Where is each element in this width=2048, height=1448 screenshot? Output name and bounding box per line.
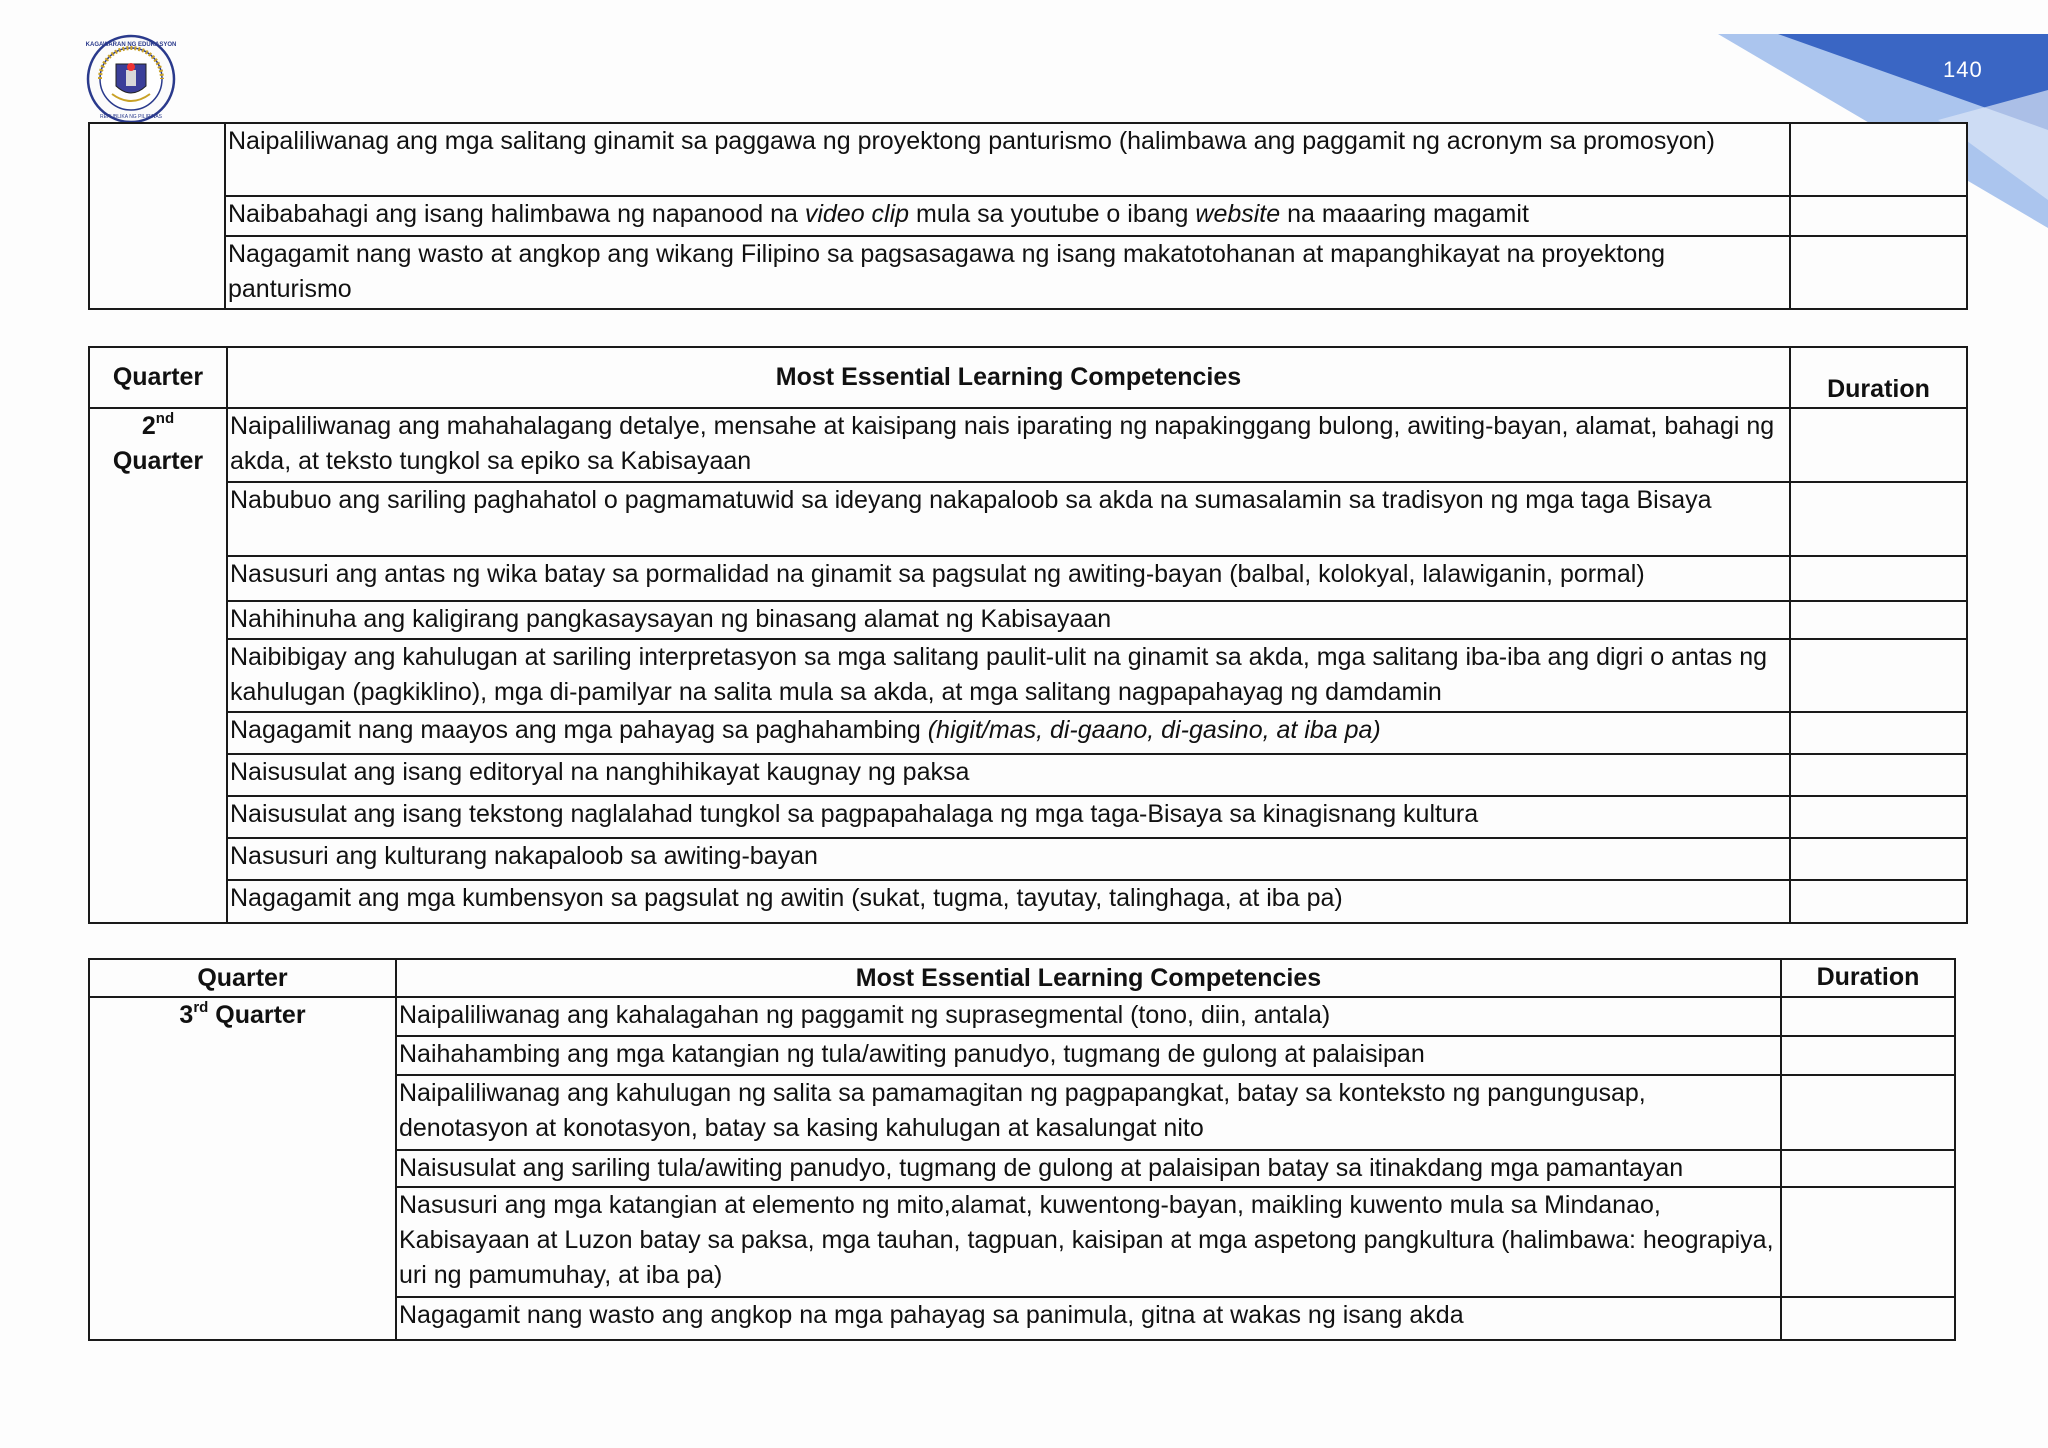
quarter-number: 2 bbox=[141, 412, 156, 440]
duration-cell bbox=[1781, 1150, 1955, 1187]
duration-cell bbox=[1790, 123, 1967, 196]
duration-cell bbox=[1790, 754, 1967, 796]
duration-cell bbox=[1790, 838, 1967, 880]
competency-cell: Nagagamit ang mga kumbensyon sa pagsulat ng awitin (sukat, tugma, tayutay, talinghaga, at iba pa) bbox=[227, 880, 1790, 923]
duration-cell bbox=[1790, 236, 1967, 309]
header-competencies: Most Essential Learning Competencies bbox=[227, 347, 1790, 408]
quarter-number: 3 bbox=[179, 1001, 194, 1029]
table-row bbox=[89, 601, 1967, 639]
duration-cell bbox=[1790, 556, 1967, 601]
competency-cell: Naipaliliwanag ang mga salitang ginamit sa paggawa ng proyektong panturismo (halimbawa ang paggamit ng acronym sa promosyon) bbox=[225, 123, 1790, 196]
competency-cell: Nasusuri ang antas ng wika batay sa pormalidad na ginamit sa pagsulat ng awiting-bayan (balbal, kolokyal, lalawiganin, pormal) bbox=[227, 556, 1790, 601]
text-part: Naibabahagi ang isang halimbawa ng napanood na bbox=[228, 200, 805, 228]
table-row bbox=[89, 754, 1967, 796]
competency-cell: Naisusulat ang isang tekstong naglalahad tungkol sa pagpapahalaga ng mga taga-Bisaya sa kinagisnang kultura bbox=[227, 796, 1790, 838]
duration-cell bbox=[1790, 482, 1967, 556]
competency-cell: Naipaliliwanag ang mahahalagang detalye, mensahe at kaisipang nais iparating ng napakinggang bulong, awiting-bayan, alamat, bahagi ng akda, at teksto tungkol sa epiko sa Kabisayaan bbox=[227, 408, 1790, 482]
duration-cell bbox=[1790, 712, 1967, 754]
duration-cell bbox=[1790, 196, 1967, 236]
table-row bbox=[89, 997, 1955, 1036]
header-competencies: Most Essential Learning Competencies bbox=[396, 959, 1781, 997]
duration-cell bbox=[1781, 1075, 1955, 1150]
competency-cell: Naipaliliwanag ang kahalagahan ng paggamit ng suprasegmental (tono, diin, antala) bbox=[396, 997, 1781, 1036]
header-quarter: Quarter bbox=[89, 347, 227, 408]
quarter-suffix: rd bbox=[193, 998, 209, 1016]
competency-cell: Nahihinuha ang kaligirang pangkasaysayan ng binasang alamat ng Kabisayaan bbox=[227, 601, 1790, 639]
deped-seal-logo bbox=[86, 34, 176, 124]
competency-cell: Naibibigay ang kahulugan at sariling interpretasyon sa mga salitang paulit-ulit na ginamit sa akda, mga salitang iba-iba ang digri o antas ng kahulugan (pagkiklino), mga di-pamilyar na salita mula sa akda, at mga salitang nagpapahayag ng damdamin bbox=[227, 639, 1790, 712]
text-italic: website bbox=[1195, 200, 1281, 228]
text-italic: (higit/mas, di-gaano, di-gasino, at iba pa) bbox=[927, 716, 1381, 744]
table-header-row bbox=[89, 959, 1955, 997]
competency-cell: Naihahambing ang mga katangian ng tula/awiting panudyo, tugmang de gulong at palaisipan bbox=[396, 1036, 1781, 1075]
page-number: 140 bbox=[1943, 57, 1983, 82]
duration-cell bbox=[1790, 880, 1967, 923]
quarter-cell bbox=[89, 997, 396, 1340]
quarter-suffix: nd bbox=[155, 409, 175, 427]
duration-cell bbox=[1790, 601, 1967, 639]
competency-cell: Naipaliliwanag ang kahulugan ng salita sa pamamagitan ng pagpapangkat, batay sa konteksto ng pangungusap, denotasyon at konotasyon, batay sa kasing kahulugan at kasalungat nito bbox=[396, 1075, 1781, 1150]
header-duration: Duration bbox=[1790, 347, 1967, 408]
header-duration: Duration bbox=[1781, 959, 1955, 997]
logo-text-bottom: REPUBLIKA NG PILIPINAS bbox=[100, 114, 162, 120]
table-row bbox=[89, 196, 1967, 236]
competency-table-q3 bbox=[88, 958, 1956, 1341]
table-row bbox=[89, 880, 1967, 923]
table-row bbox=[89, 408, 1967, 482]
competency-cell: Nagagamit nang wasto at angkop ang wikang Filipino sa pagsasagawa ng isang makatotohanan at mapanghikayat na proyektong panturismo bbox=[225, 236, 1790, 309]
competency-cell bbox=[227, 712, 1790, 754]
duration-cell bbox=[1781, 997, 1955, 1036]
quarter-word: Quarter bbox=[112, 447, 204, 475]
table-row bbox=[89, 639, 1967, 712]
competency-cell: Nagagamit nang wasto ang angkop na mga pahayag sa panimula, gitna at wakas ng isang akda bbox=[396, 1297, 1781, 1340]
duration-cell bbox=[1781, 1036, 1955, 1075]
table-row bbox=[89, 796, 1967, 838]
competency-cell: Naisusulat ang isang editoryal na nanghihikayat kaugnay ng paksa bbox=[227, 754, 1790, 796]
duration-cell bbox=[1790, 796, 1967, 838]
quarter-word: Quarter bbox=[208, 1001, 306, 1029]
duration-cell bbox=[1781, 1297, 1955, 1340]
competency-cell: Nabubuo ang sariling paghahatol o pagmamatuwid sa ideyang nakapaloob sa akda na sumasalamin sa tradisyon ng mga taga Bisaya bbox=[227, 482, 1790, 556]
table-row bbox=[89, 556, 1967, 601]
competency-cell: Nasusuri ang mga katangian at elemento ng mito,alamat, kuwentong-bayan, maikling kuwento mula sa Mindanao, Kabisayaan at Luzon batay sa paksa, mga tauhan, tagpuan, kaisipan at mga aspetong pangkultura (halimbawa: heograpiya, uri ng pamumuhay, at iba pa) bbox=[396, 1187, 1781, 1297]
quarter-cell bbox=[89, 408, 227, 923]
competency-cell bbox=[225, 196, 1790, 236]
table-row bbox=[89, 123, 1967, 196]
text-part: na maaaring magamit bbox=[1280, 200, 1529, 228]
competency-cell: Nasusuri ang kulturang nakapaloob sa awiting-bayan bbox=[227, 838, 1790, 880]
text-italic: video clip bbox=[804, 200, 910, 228]
duration-cell bbox=[1781, 1187, 1955, 1297]
table-row bbox=[89, 236, 1967, 309]
quarter-cell bbox=[89, 123, 225, 309]
competency-cell: Naisusulat ang sariling tula/awiting panudyo, tugmang de gulong at palaisipan batay sa itinakdang mga pamantayan bbox=[396, 1150, 1781, 1187]
header-quarter: Quarter bbox=[89, 959, 396, 997]
text-part: Nagagamit nang maayos ang mga pahayag sa paghahambing bbox=[230, 716, 928, 744]
text-part: mula sa youtube o ibang bbox=[909, 200, 1196, 228]
table-row bbox=[89, 712, 1967, 754]
table-header-row bbox=[89, 347, 1967, 408]
logo-text-top: KAGAWARAN NG EDUKASYON bbox=[86, 42, 176, 48]
table-row bbox=[89, 838, 1967, 880]
competency-table-continuation bbox=[88, 122, 1968, 310]
competency-table-q2 bbox=[88, 346, 1968, 924]
table-row bbox=[89, 482, 1967, 556]
duration-cell bbox=[1790, 408, 1967, 482]
duration-cell bbox=[1790, 639, 1967, 712]
